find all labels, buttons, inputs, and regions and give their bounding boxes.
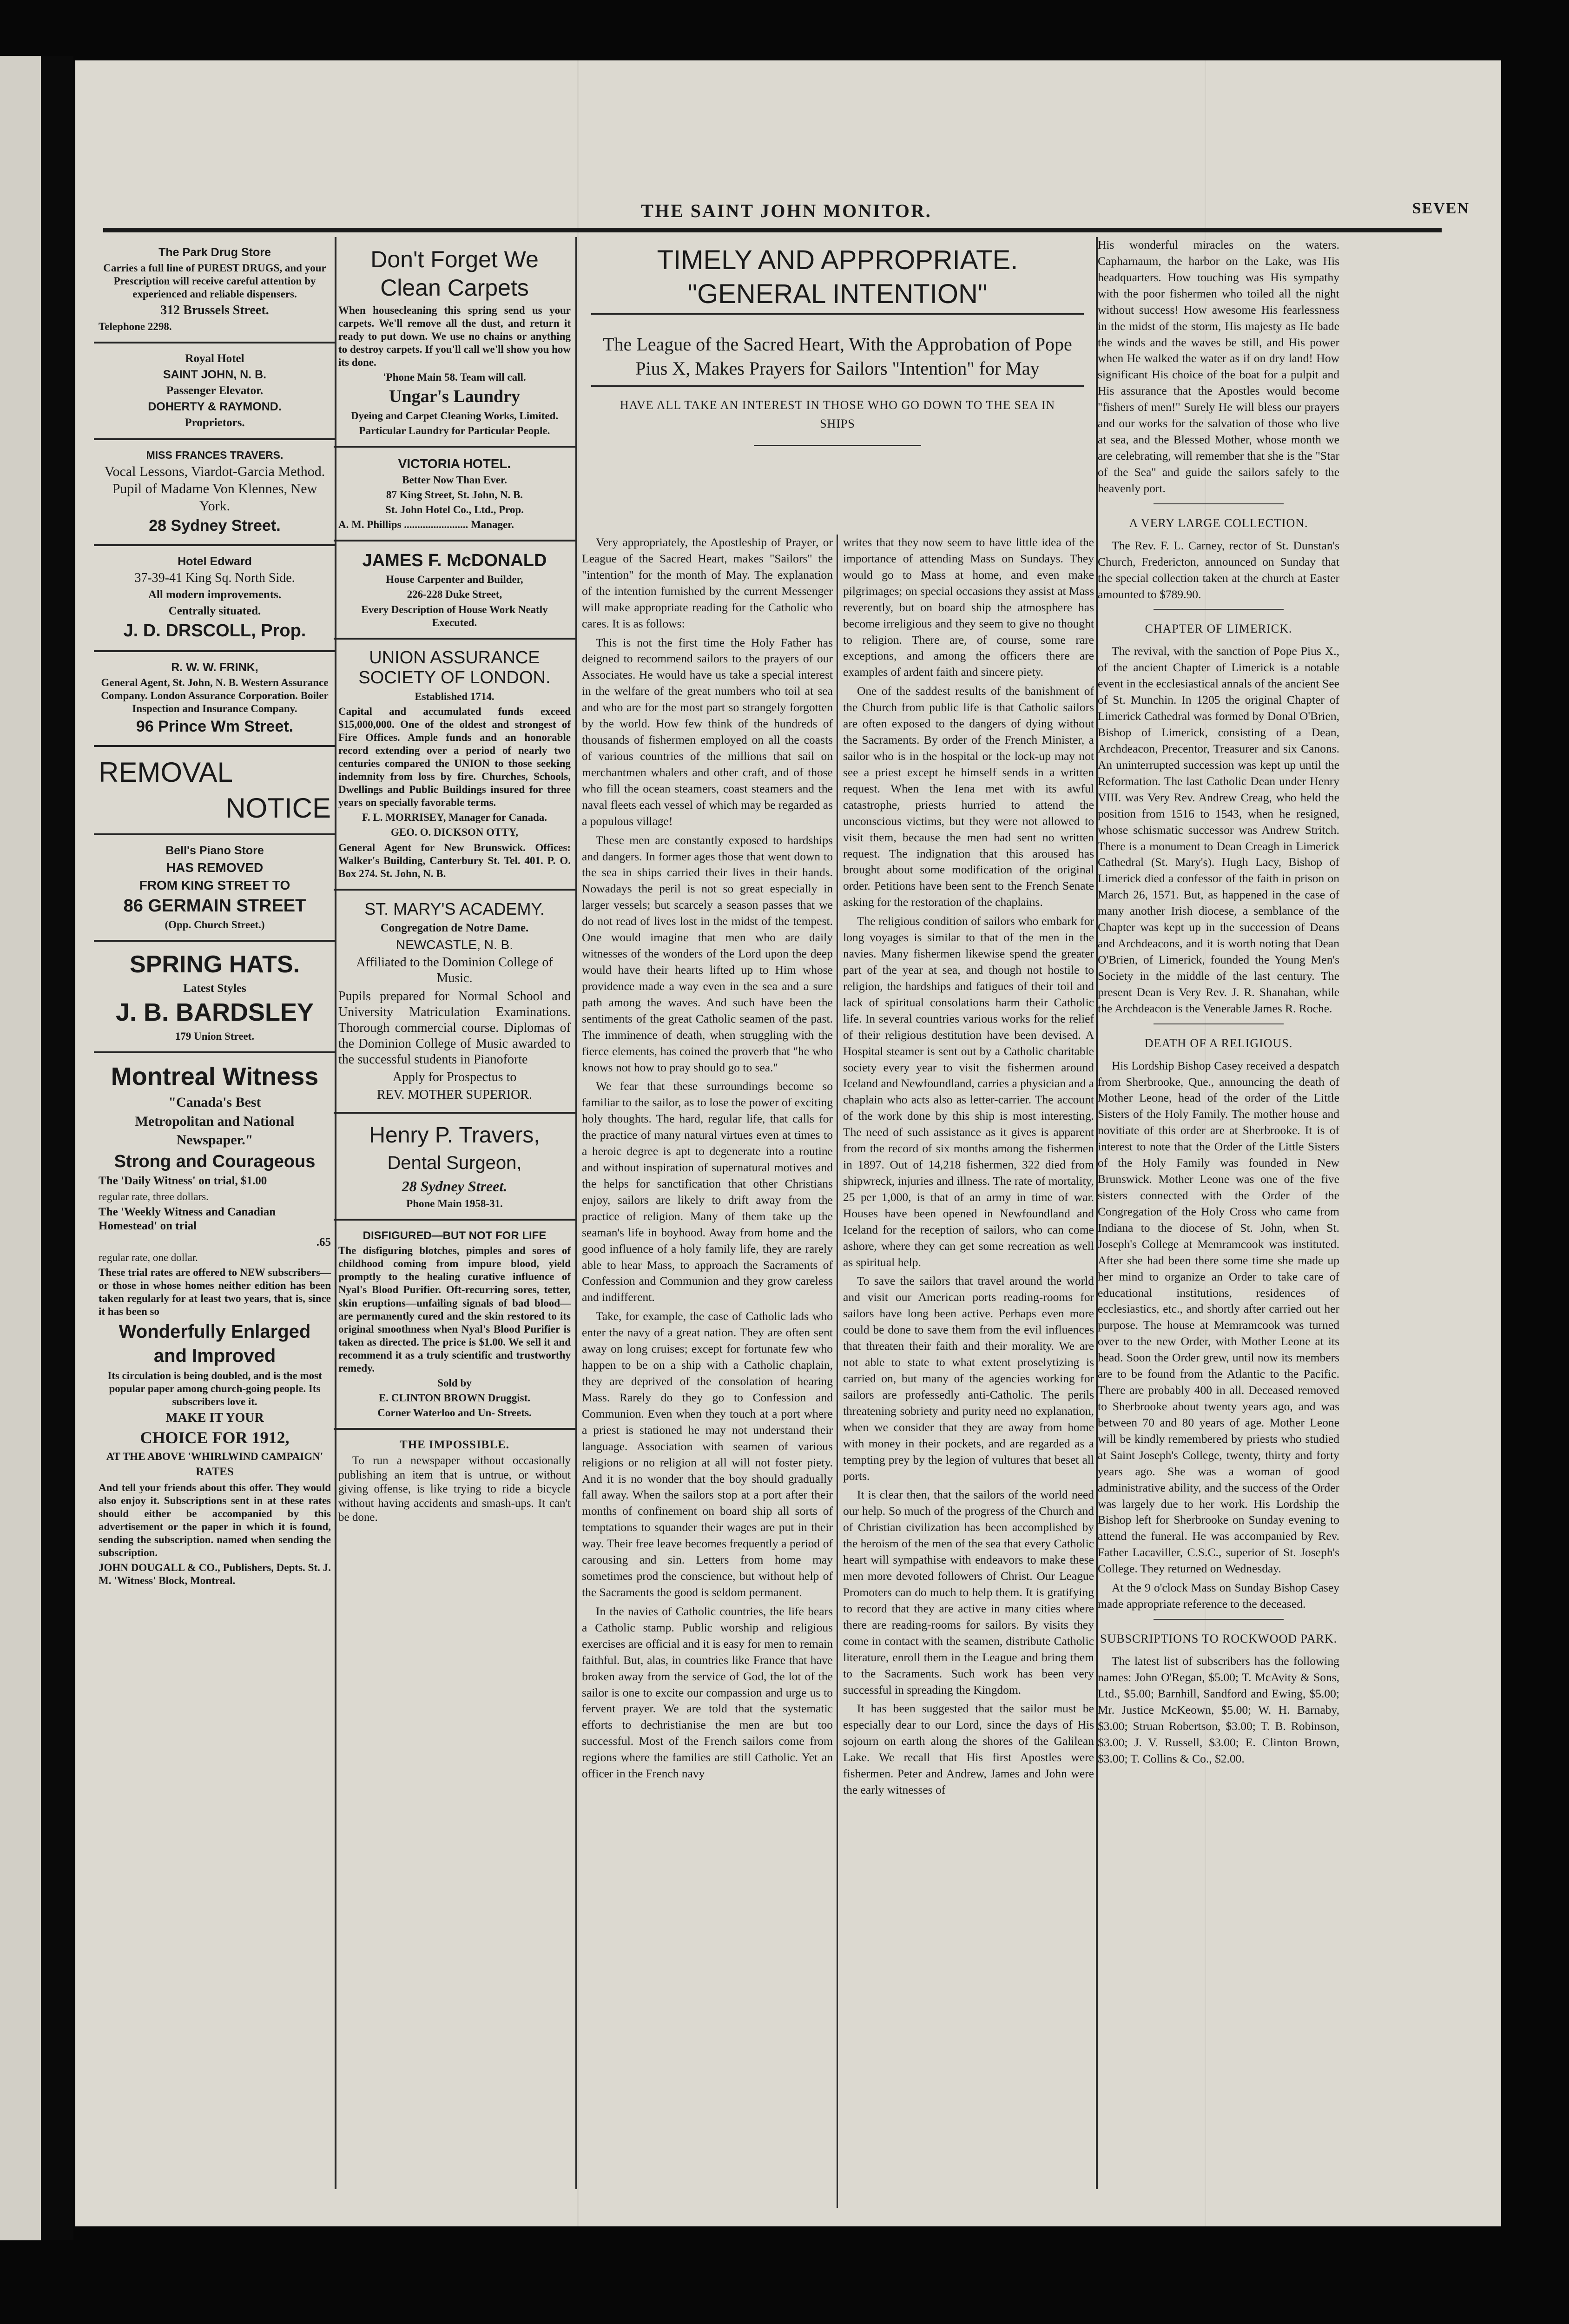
ad-line: House Carpenter and Builder, (386, 574, 523, 586)
ad-spring-hats (94, 942, 336, 1053)
section-rule (1154, 503, 1284, 504)
ad-line: REV. MOTHER SUPERIOR. (377, 1088, 532, 1103)
section-rule (1154, 1023, 1284, 1024)
ad-line: Metropolitan and National (135, 1113, 295, 1129)
ad-body: Capital and accumulated funds exceed $15,000,000. One of the oldest and strongest of Fire Offices. Ample funds and an honorable record extending over a period of nearly two centuries compared the UNION to those seeking indemnity from loss by fire. Churches, Schools, Dwellings and Public Buildings insured for three years on specially favorable terms. (338, 706, 571, 809)
main-article (577, 237, 1098, 2226)
ad-title: VICTORIA HOTEL. (398, 456, 511, 471)
ad-title: Don't Forget We Clean Carpets (370, 246, 539, 301)
ad-title: MISS FRANCES TRAVERS. (146, 449, 283, 462)
ad-line: regular rate, three dollars. (99, 1190, 209, 1202)
ad-phone: Telephone 2298. (99, 320, 172, 332)
ad-prop: J. D. DRSCOLL, Prop. (123, 621, 306, 641)
ad-line: (Opp. Church Street.) (165, 919, 265, 931)
ad-title: ST. MARY'S ACADEMY. (364, 899, 545, 918)
ad-column-2 (334, 237, 575, 2226)
ad-line: All modern improvements. (148, 588, 282, 601)
ad-address: 28 Sydney Street. (149, 517, 281, 535)
ad-line: Proprietors. (185, 416, 245, 429)
ad-line: DOHERTY & RAYMOND. (148, 400, 282, 414)
ad-bells-piano (94, 835, 336, 942)
ad-line: FROM KING STREET TO (139, 878, 290, 892)
ad-line: HAS REMOVED (166, 860, 264, 875)
ad-title: Bell's Piano Store (165, 844, 264, 858)
ad-title: Royal Hotel (185, 352, 244, 365)
adjacent-page-strip (0, 56, 41, 2240)
ad-line: The 'Weekly Witness and Canadian Homestead' on trial (99, 1205, 276, 1233)
paragraph: To save the sailors that travel around the world and visit our American ports reading-rooms for sailors have long been active. Perhaps even more could be done to save them from the evil influences that threaten their faith and their morality. We are not able to state to what extent proselytizing is carried on, but many of the agencies working for sailors are professedly anti-Catholic. The perils threatening sobriety and purity need no explanation, when we consider that they are away from home with money in their pockets, and are regarded as a tempting prey by the legion of vultures that beset all ports. (843, 1274, 1094, 1483)
ad-title: JAMES F. McDONALD (362, 551, 547, 571)
newspaper-page (75, 60, 1501, 2226)
section-rule (1154, 609, 1284, 610)
paragraph: The religious condition of sailors who embark for long voyages is similar to that of the men in the navies. Many fishermen likewise spend the greater part of the year at sea, and though not hostile to religion, the hardships and fatigues of their toil and lack of spiritual consolations harm their Catholic life. In several countries various works for the relief of their religious destitution have been devised. A Hospital steamer is sent out by a Catholic charitable society every year to visit the fishermen around Iceland and Newfoundland, carries a physician and a chaplain who acts also as letter-carrier. The account of the work done by this ship is most interesting. The need of such assistance as it gives is apparent from the record of six months among the fishermen in 1897. Out of 14,218 fishermen, 322 died from shipwreck, injuries and illness. The rate of mortality, 25 per 1,000, is that of an army in time of war. Houses have been opened in Newfoundland and Iceland for the reception of sailors, who can come ashore, where they can get some recreation as well as spiritual help. (843, 914, 1094, 1269)
ad-clean-carpets (334, 237, 575, 448)
article-impossible (334, 1430, 575, 1533)
ad-line: Strong and Courageous (114, 1151, 316, 1171)
subhead-rule (591, 385, 1084, 387)
masthead: THE SAINT JOHN MONITOR. (641, 200, 932, 221)
article-heading: THE IMPOSSIBLE. (400, 1438, 509, 1451)
paragraph: The revival, with the sanction of Pope Pius X., of the ancient Chapter of Limerick is a notable event in the ecclesiastical annals of the ancient See of St. Munchin. In 1205 the original Chapter of Limerick Cathedral was formed by Donal O'Brien, Bishop of Limerick, consisting of a Dean, Archdeacon, Precentor, Treasurer and six Canons. An uninterrupted succession was kept up until the Reformation. The last Catholic Dean under Henry VIII. was Very Rev. Andrew Creag, who held the position from 1516 to 1543, when he resigned, whose schismatic successor was Andrew Stritch. There is a monument to Dean Creagh in Limerick Cathedral (St. Mary's). Hugh Lacy, Bishop of Limerick died a confessor of the faith in prison on March 26, 1571. But, as happened in the case of many another Irish diocese, a semblance of the Chapter was kept up in the succession of Deans and Archdeacons, and it is worth noting that Dean O'Brien, of Limerick, founded the Young Men's Society in the middle of the last century. The present Dean is Very Rev. J. R. Shanahan, while the Archdeacon is the Venerable James R. Roche. (1098, 644, 1339, 1015)
paragraph: One of the saddest results of the banishment of the Church from public life is that Catholic sailors are often exposed to the dangers of dying without the Sacraments. By order of the French Minister, a sailor who is in the hospital or the lock-up may not see a priest except he himself sends in a written request. When the Iena met with its awful catastrophe, priests hurried to attend the unconscious victims, but they were not allowed to visit them, because the men had sent no written request. The indignation that this aroused has brought about some modification of the original order. Petitions have been sent to the French Senate asking for the restoration of the chaplains. (843, 684, 1094, 909)
ad-line: Latest Styles (183, 982, 246, 995)
ad-line: Dyeing and Carpet Cleaning Works, Limited. (350, 409, 559, 422)
page-number: SEVEN (1412, 200, 1470, 217)
ad-line: Centrally situated. (168, 604, 261, 617)
ad-body: General Agent for New Brunswick. Offices: Walker's Building, Canterbury St. Tel. 401. P. O. Box 274. St. John, N. B. (338, 841, 571, 879)
ad-line: "Canada's Best (168, 1095, 261, 1110)
ad-line: Apply for Prospectus to (392, 1070, 517, 1085)
ad-title: Montreal Witness (111, 1063, 319, 1091)
ad-line: Established 1714. (415, 691, 494, 702)
ad-body: General Agent, St. John, N. B. Western Assurance Company. London Assurance Corporation. Boiler Inspection and Insurance Company. (101, 677, 329, 715)
ad-phone: Phone Main 1958-31. (406, 1198, 503, 1209)
ad-line: NOTICE (225, 792, 331, 824)
ad-line: MAKE IT YOUR (165, 1411, 264, 1426)
ad-title: SPRING HATS. (130, 951, 300, 978)
ad-line: NEWCASTLE, N. B. (396, 938, 514, 952)
ad-body: Vocal Lessons, Viardot-Garcia Method. Pupil of Madame Von Klennes, New York. (104, 464, 325, 514)
ad-name: J. B. BARDSLEY (115, 998, 314, 1027)
ad-body: When housecleaning this spring send us your carpets. We'll remove all the dust, and return it ready to put down. We use no chains or anything to destroy carpets. If you'll call we'll show you how its done. (338, 304, 571, 369)
paragraph: In the navies of Catholic countries, the life bears a Catholic stamp. Public worship and religious exercises are official and it is easy for men to remain faithful. But, alas, in countries like France that have broken away from the service of God, the lot of the sailor is one to excite our compassion and urge us to fervent prayer. We are told that the systematic efforts to dechristianise the men are but too successful. Most of the French sailors come from regions where the families are still Catholic. Yet an officer in the French navy (582, 1604, 833, 1781)
paragraph: It is clear then, that the sailors of the world need our help. So much of the progress of the Church and of Christian civilization has been accomplished by the heroism of the men of the sea that every Catholic heart will sympathise with endeavors to make these men more devoted followers of Christ. Our League Promoters can do much to help them. It is gratifying to record that they are active in many cities where there are reading-rooms for sailors. By visits they come in contact with the seamen, distribute Catholic literature, enroll them in the League and bring them to the Sacraments. Such work has been very successful in spreading the Kingdom. (843, 1488, 1094, 1697)
paragraph: The latest list of subscribers has the following names: John O'Regan, $5.00; T. McAvity & Sons, Ltd., $5.00; Barnhill, Sandford and Ewing, $5.00; Mr. Justice McKeown, $5.00; W. H. Barnaby, $3.00; Struan Robertson, $3.00; T. B. Robinson, $3.00; J. V. Russell, $3.00; E. Clinton Brown, $3.00; T. Collins & Co., $2.00. (1098, 1654, 1339, 1765)
paragraph: The Rev. F. L. Carney, rector of St. Dunstan's Church, Fredericton, announced on Sunday that the special collection taken at the church at Easter amounted to $789.90. (1098, 538, 1339, 601)
article-headline-2: "GENERAL INTENTION" (687, 278, 988, 309)
ad-line: Corner Waterloo and Un- Streets. (377, 1406, 532, 1419)
headline-rule (591, 313, 1084, 315)
ad-line: Passenger Elevator. (166, 384, 264, 397)
page-gutter (41, 56, 73, 2240)
ad-line: and Improved (153, 1346, 276, 1367)
ad-address: 96 Prince Wm Street. (136, 718, 294, 736)
ad-line: St. John Hotel Co., Ltd., Prop. (385, 503, 524, 515)
paragraph: It has been suggested that the sailor must be especially dear to our Lord, since the days of His sojourn on earth along the shores of the Galilean Lake. We recall that His first Apostles were fishermen. Peter and Andrew, James and John were the early witnesses of (843, 1702, 1094, 1797)
ad-body: The disfiguring blotches, pimples and sores of childhood coming from impure blood, yield promptly to the healing curative influence of Nyal's Blood Purifier. Oft-recurring sores, tetter, skin eruptions—unfailing signals of bad blood—are permanently cured and the skin restored to its original smoothness when Nyal's Blood Purifier is taken as directed. The price is $1.00. We sell it and recommend it as a truly scientific and trustworthy remedy. (338, 1245, 571, 1374)
ad-title: UNION ASSURANCE SOCIETY OF LONDON. (358, 647, 551, 688)
article-column-right (843, 535, 1094, 1801)
ad-title: DISFIGURED—BUT NOT FOR LIFE (363, 1229, 547, 1242)
article-headline: TIMELY AND APPROPRIATE. (657, 245, 1018, 275)
paragraph: writes that they now seem to have little idea of the importance of attending Mass on Sundays. They would go to Mass at home, and even make pilgrimages; on special occasions they assist at Mass reverently, but on board ship the atmosphere has become irreligious and they seem to give no thought to religion. There are, of course, some rare exceptions, and among the officers there are examples of ardent faith and sincere piety. (843, 535, 1094, 679)
ad-union-assurance (334, 640, 575, 891)
article-body: To run a newspaper without occasionally publishing an item that is untrue, or without giving offense, is like trying to ride a bicycle without having accidents and smash-ups. It can't be done. (338, 1454, 571, 1524)
ad-line: regular rate, one dollar. (99, 1252, 198, 1264)
section-heading: CHAPTER OF LIMERICK. (1145, 622, 1292, 636)
ad-line: RATES (196, 1466, 234, 1479)
ad-line: REMOVAL (99, 756, 233, 788)
ad-frink (94, 652, 336, 747)
ad-line: 87 King Street, St. John, N. B. (386, 489, 523, 501)
ad-body: Carries a full line of PUREST DRUGS, and your Prescription will receive careful attention by experienced and reliable dispensers. (103, 262, 326, 300)
page-header (94, 200, 1479, 228)
ad-line: CHOICE FOR 1912, (140, 1428, 290, 1447)
ad-address: 179 Union Street. (175, 1030, 255, 1043)
ad-line: Affiliated to the Dominion College of Music. (356, 955, 553, 986)
ad-line: E. CLINTON BROWN Druggist. (378, 1392, 531, 1404)
ad-line: 226-228 Duke Street, (407, 588, 502, 601)
ad-body: And tell your friends about this offer. They would also enjoy it. Subscriptions sent in at these rates should either be accompanied by this advertisement or the paper in which it is found, sending the subscription. named when sending the subscription. (99, 1481, 331, 1559)
paragraph: We fear that these surroundings become so familiar to the sailor, as to lose the power of exciting holy thoughts. The hard, regular life, that calls for the practice of many natural virtues even at times to a heroic degree is apt to degenerate into a routine and without inspiration of supernatural motives and the helps for sanctification that other Christians enjoy, sailors are likely to drift away from the practice of religion. Many of them take up the seaman's life in boyhood. Away from home and the good influence of a holy family life, they are rarely able to hear Mass, to approach the Sacraments of Confession and Communion and they grow careless and indifferent. (582, 1079, 833, 1304)
ad-body: Pupils prepared for Normal School and University Matriculation Examinations. Thorough commercial course. Diplomas of the Dominion College of Music awarded to the successful students in Pianoforte (338, 989, 571, 1067)
article-subhead: The League of the Sacred Heart, With the Approbation of Pope Pius X, Makes Prayers for Sailors "Intention" for May (603, 333, 1072, 379)
ad-line: 86 GERMAIN STREET (123, 896, 306, 916)
ad-title: The Park Drug Store (158, 246, 271, 259)
ad-line: GEO. O. DICKSON OTTY, (391, 826, 518, 838)
section-rule (1154, 1619, 1284, 1620)
ad-column-1 (94, 237, 336, 2226)
ad-line: Dental Surgeon, (387, 1153, 522, 1174)
ad-hotel-edward (94, 546, 336, 652)
ad-address: 37-39-41 King Sq. North Side. (134, 571, 295, 586)
ad-line: Every Description of House Work Neatly Executed. (361, 603, 548, 628)
ad-line: AT THE ABOVE 'WHIRLWIND CAMPAIGN' (106, 1451, 323, 1463)
kicker-rule (754, 445, 921, 446)
ad-title: R. W. W. FRINK, (171, 660, 258, 674)
section-heading: A VERY LARGE COLLECTION. (1129, 516, 1308, 530)
paragraph: At the 9 o'clock Mass on Sunday Bishop Casey made appropriate reference to the deceased. (1098, 1581, 1339, 1611)
paragraph: His wonderful miracles on the waters. Capharnaum, the harbor on the Lake, was His headquarters. How touching was His sympathy with the poor fishermen who toiled all the night without success! How awesome His fearlessness in the midst of the storm, His majesty as He bade the winds and the waves be still, and His power when He walked the water as if on dry land! How significant His choice of the boat for a pulpit and His assurance that the Apostles would become "fishers of men!" Surely He will bless our prayers and our works for the salvation of those who live at sea, and the Blessed Mother, whose month we are celebrating, will remember that she is the "Star of the Sea" and guide the sailors safely to the heavenly port. (1098, 238, 1339, 495)
ad-line: F. L. MORRISEY, Manager for Canada. (362, 812, 547, 824)
article-column-rule (837, 535, 838, 2208)
ad-miss-travers (94, 440, 336, 546)
paragraph: Take, for example, the case of Catholic lads who enter the navy of a great nation. They are often sent away on long cruises; except for fortunate few who happen to be on a ship with a Catholic chaplain, they are deprived of the consolation of hearing Mass. Rarely do they go to Confession and Communion. Even when they touch at a port where a priest is stationed he may not understand their language. Association with seamen of various religions or no religion at all will not foster piety. And it is no wonder that the boy should gradually fall away. When the sailors stop at a port after their months of confinement on board ship all sorts of temptations to squander their wages are put in their way. Their free leave becomes frequently a period of carousing and sin. Letters from home may sometimes prod the conscience, but without help of the Sacraments the good is seldom permanent. (582, 1309, 833, 1599)
article-column-left (582, 535, 833, 1785)
ad-publisher: JOHN DOUGALL & CO., Publishers, Depts. St. J. M. 'Witness' Block, Montreal. (99, 1562, 331, 1587)
ad-line: Congregation de Notre Dame. (380, 921, 529, 934)
ad-st-marys-academy (334, 891, 575, 1114)
ad-royal-hotel (94, 343, 336, 441)
ad-title: Henry P. Travers, (369, 1122, 540, 1148)
ad-manager: A. M. Phillips ........................ Manager. (338, 519, 514, 531)
ad-mcdonald (334, 541, 575, 640)
ad-montreal-witness (94, 1053, 336, 1596)
paragraph: This is not the first time the Holy Father has deigned to recommend sailors to the prayers of our Associates. He would have us take a special interest in the welfare of the great numbers who toil at sea and who are for the most part so strangely forgotten by the world. How few think of the hundreds of thousands of fishermen employed on all the coasts of various countries of the millions that sail on merchantmen whalers and other craft, and of those who fill the ocean steamers, coast steamers and the naval fleets each vessel of which may be regarded as a populous village! (582, 635, 833, 828)
ad-line: The 'Daily Witness' on trial, $1.00 (99, 1175, 267, 1188)
ad-address: 28 Sydney Street. (402, 1177, 508, 1195)
section-heading: DEATH OF A RELIGIOUS. (1144, 1036, 1293, 1050)
ad-address: 312 Brussels Street. (160, 303, 269, 317)
paragraph: These men are constantly exposed to hardships and dangers. In former ages those that went down to the sea in ships carried their lives in their hands. Nowadays the peril is not so great especially in larger vessels; but scarcely a season passes that we do not read of lives lost in the midst of the tempest. One would imagine that men who are daily witnesses of the wonders of the Lord upon the deep would have their hearts lifted up to Him whose providence made a way even in the sea and a sure path among the waves. And such have been the sentiments of the great Catholic seamen of the past. The imminence of death, when struggling with the fierce elements, has coined the proverb that "he who knows not how to pray should go to sea." (582, 833, 833, 1074)
ad-name: Ungar's Laundry (389, 387, 520, 407)
ad-city: SAINT JOHN, N. B. (163, 368, 267, 382)
ad-henry-travers (334, 1114, 575, 1221)
ad-line: Newspaper." (176, 1132, 253, 1148)
ad-line: Particular Laundry for Particular People. (359, 424, 550, 436)
section-heading: SUBSCRIPTIONS TO ROCKWOOD PARK. (1100, 1631, 1338, 1645)
ad-body: Its circulation is being doubled, and is the most popular paper among church-going people. Its subscribers love it. (107, 1370, 322, 1408)
ad-park-drug-store (94, 237, 336, 343)
ad-title: Hotel Edward (178, 555, 252, 568)
article-kicker: HAVE ALL TAKE AN INTEREST IN THOSE WHO GO DOWN TO THE SEA IN SHIPS (620, 398, 1055, 431)
ad-line: 'Phone Main 58. Team will call. (383, 371, 526, 383)
ad-line: Wonderfully Enlarged (119, 1321, 311, 1342)
ad-line: Better Now Than Ever. (402, 474, 507, 486)
ad-body: These trial rates are offered to NEW subscribers—or those in whose homes neither edition has been taken regularly for at least two years, that is, since it has been so (99, 1267, 331, 1318)
paragraph: Very appropriately, the Apostleship of Prayer, or League of the Sacred Heart, makes "Sailors" the "intention" for the month of May. The explanation of the intention furnished by the current Messenger will make appropriate reading for the Catholic who cares. It is as follows: (582, 535, 833, 630)
ad-line: .65 (316, 1235, 331, 1248)
ad-removal-notice (94, 747, 336, 835)
ad-line: Sold by (437, 1377, 472, 1389)
ad-victoria-hotel (334, 448, 575, 541)
header-rule (103, 228, 1442, 232)
ad-nyal-blood-purifier (334, 1221, 575, 1430)
news-column (1098, 237, 1339, 2226)
paragraph: His Lordship Bishop Casey received a despatch from Sherbrooke, Que., announcing the death of Mother Leone, head of the order of the Little Sisters of the Holy Family. The mother house and novitiate of this order are at Sherbrooke. It is of interest to note that the Order of the Little Sisters of the Holy Family was founded in New Brunswick. Mother Leone was one of the five sisters connected with the Order of the Congregation of the Holy Cross who came from Indiana to the diocese of St. John, when St. Joseph's College at Memramcook was instituted. After she had been there some time she made up her mind to organize an Order to take care of educational institutions, residences of ecclesiastics, etc., and shortly after carried out her purpose. The house at Memramcook was turned over to the new Order, with Mother Leone at its head. Soon the Order grew, until now its members are to be found from the Atlantic to the Pacific. There are probably 400 in all. Deceased removed to Sherbrooke about twenty years ago, and was between 70 and 80 years of age. Mother Leone will be kindly remembered by priests who studied at Saint Joseph's College, twenty, thirty and forty years ago. She was a woman of good administrative ability, and the success of the Order was largely due to her work. His Lordship the Bishop left for Sherbrooke on Sunday evening to attend the funeral. He was accompanied by Rev. Father Lacaviller, C.S.C., superior of St. Joseph's College. They returned on Wednesday. (1098, 1058, 1339, 1576)
